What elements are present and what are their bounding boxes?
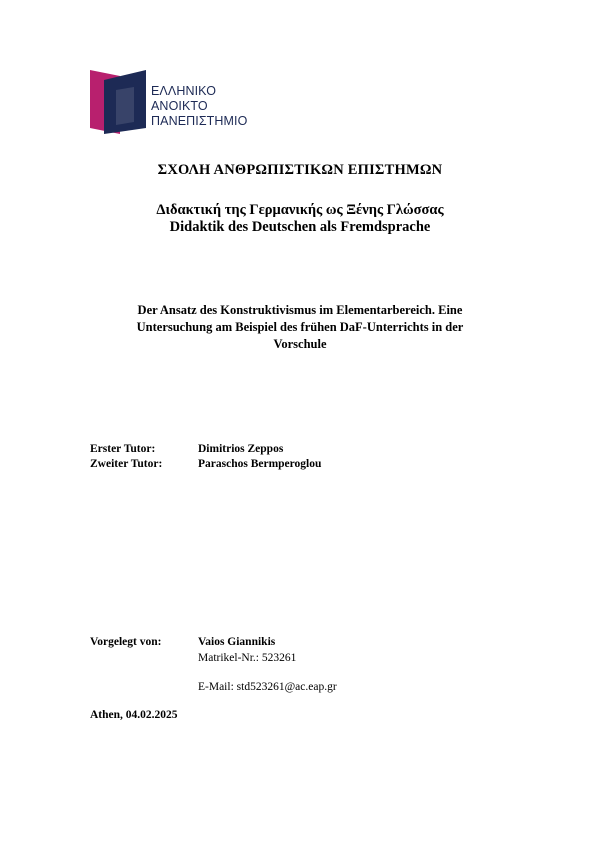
tutor-name: Paraschos Bermperoglou xyxy=(198,458,322,470)
matrikel-number: Matrikel-Nr.: 523261 xyxy=(198,652,297,664)
tutor-label: Zweiter Tutor: xyxy=(90,458,163,470)
thesis-title-line-2: Untersuchung am Beispiel des frühen DaF-Unterrichts in der xyxy=(136,320,464,334)
school-name: ΣΧΟΛΗ ΑΝΘΡΩΠΙΣΤΙΚΩΝ ΕΠΙΣΤΗΜΩΝ xyxy=(157,162,443,178)
author-name: Vaios Giannikis xyxy=(198,636,276,648)
thesis-title xyxy=(100,302,500,353)
logo-mark-icon xyxy=(90,70,146,134)
tutor-label: Erster Tutor: xyxy=(90,443,156,455)
place-date: Athen, 04.02.2025 xyxy=(90,709,178,721)
subject-block xyxy=(0,202,600,236)
thesis-title-line-3: Vorschule xyxy=(273,337,327,351)
subject-greek: Διδακτική της Γερμανικής ως Ξένης Γλώσσας xyxy=(156,202,444,218)
logo-line-2: ΑΝΟΙΚΤΟ xyxy=(151,99,208,113)
university-logo xyxy=(90,70,260,134)
author-email: E-Mail: std523261@ac.eap.gr xyxy=(198,681,337,693)
tutor-name: Dimitrios Zeppos xyxy=(198,443,284,455)
subject-german: Didaktik des Deutschen als Fremdsprache xyxy=(169,219,431,235)
logo-line-1: ΕΛΛΗΝΙΚΟ xyxy=(151,84,217,98)
logo-line-3: ΠΑΝΕΠΙΣΤΗΜΙΟ xyxy=(151,114,248,128)
logo-text xyxy=(151,84,247,129)
thesis-title-line-1: Der Ansatz des Konstruktivismus im Elementarbereich. Eine xyxy=(137,303,463,317)
submitted-label: Vorgelegt von: xyxy=(90,636,162,648)
